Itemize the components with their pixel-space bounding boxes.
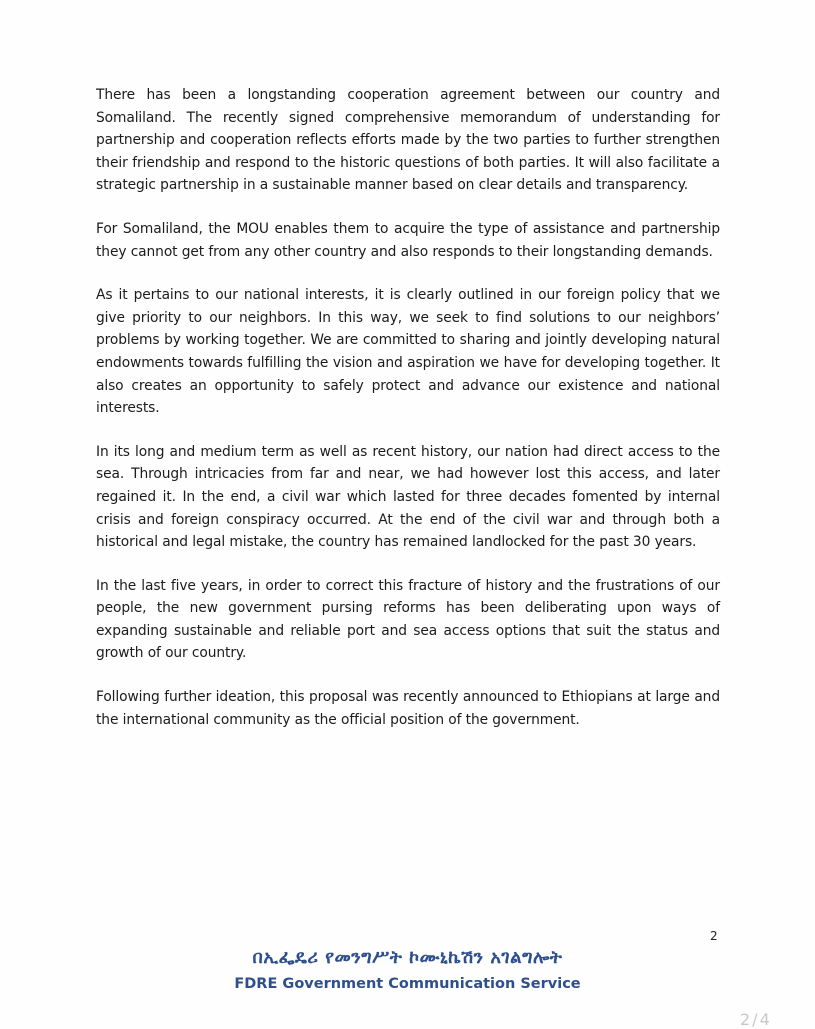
footer-amharic-title: በኢፌዴሪ የመንግሥት ኮሙኒኬሽን አገልግሎት xyxy=(252,947,563,968)
paragraph-3: As it pertains to our national interests, it is clearly outlined in our foreign policy that we give priority to our neighbors. In this way, we seek to find solutions to our neighbors’ problems by working together. We are committed to sharing and jointly developing natural endowments towards fulfilling the vision and aspiration we have for developing together. It also creates an opportunity to safely protect and advance our existence and national interests. xyxy=(96,287,720,417)
footer xyxy=(0,946,815,996)
paragraph-5: In the last five years, in order to correct this fracture of history and the frustrations of our people, the new government pursing reforms has been deliberating upon ways of expanding sustainable and reliable port and sea access options that suit the status and growth of our country. xyxy=(96,577,720,662)
paragraph-6: Following further ideation, this proposal was recently announced to Ethiopians at large and the international community as the official position of the government. xyxy=(96,689,720,728)
paragraph-2: For Somaliland, the MOU enables them to acquire the type of assistance and partnership they cannot get from any other country and also responds to their longstanding demands. xyxy=(96,220,720,260)
paragraph-4: In its long and medium term as well as recent history, our nation had direct access to the sea. Through intricacies from far and near, we had however lost this access, and later regained it. In the end, a civil war which lasted for three decades fomented by internal crisis and foreign conspiracy occurred. At the end of the civil war and through both a historical and legal mistake, the country has remained landlocked for the past 30 years. xyxy=(96,443,720,551)
page-number: 2 xyxy=(710,929,718,943)
paragraph-1: There has been a longstanding cooperation agreement between our country and Somaliland. The recently signed comprehensive memorandum of understanding for partnership and cooperation reflects efforts made by the two parties to further strengthen their friendship and respond to the historic questions of both parties. It will also facilitate a strategic partnership in a sustainable manner based on clear details and transparency. xyxy=(96,87,720,194)
page-counter-mark: 2/4 xyxy=(740,1010,772,1029)
footer-english-title: FDRE Government Communication Service xyxy=(234,976,581,992)
document-body xyxy=(96,84,720,752)
